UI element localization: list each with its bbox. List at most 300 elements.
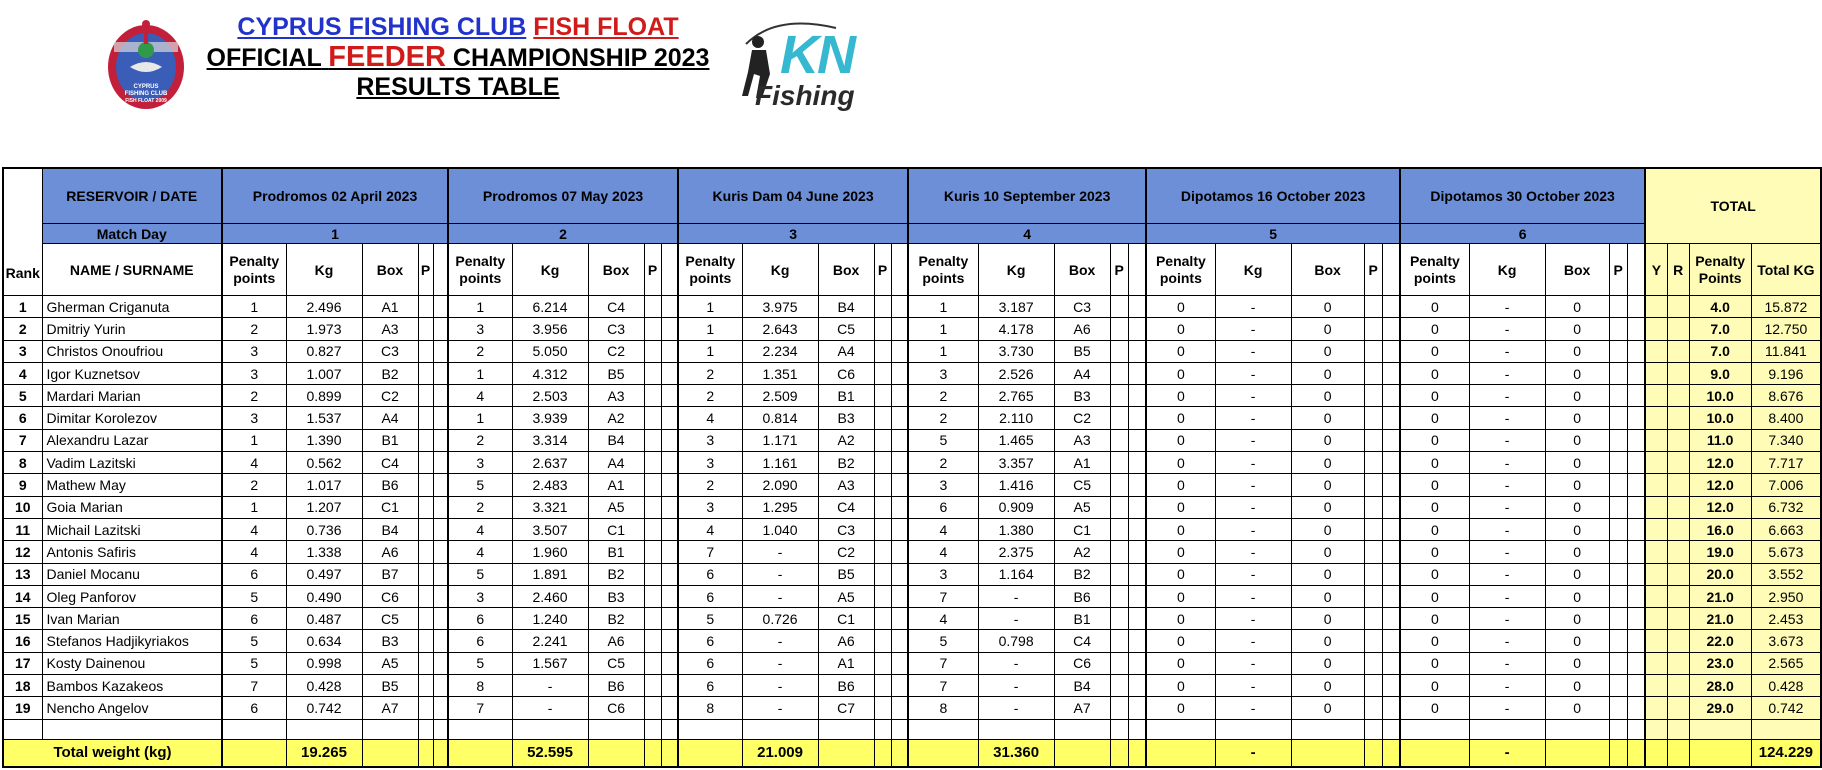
spacer-cell [1627,563,1645,585]
penalty-cell: 5 [222,585,286,607]
kg-cell: - [742,563,818,585]
spacer-cell [1627,340,1645,362]
p-cell [874,407,891,429]
p-header: P [1609,244,1627,296]
blank-cell [1110,719,1128,739]
total-spacer [588,739,644,767]
competitor-name: Michail Lazitski [42,518,222,540]
box-cell: B7 [362,563,418,585]
match-day-number-1: 1 [222,224,448,244]
kg-cell: 1.351 [742,362,818,384]
p-cell [1609,385,1627,407]
penalty-header: Penalty points [448,244,512,296]
p-cell [1110,518,1128,540]
match-header-6: Dipotamos 30 October 2023 [1400,168,1645,224]
p-cell [874,474,891,496]
competitor-name: Gherman Criganuta [42,296,222,318]
kg-cell: 1.164 [978,563,1054,585]
box-cell: A1 [362,296,418,318]
table-row [3,541,1821,563]
box-cell: B3 [362,630,418,652]
box-cell: A4 [588,452,644,474]
penalty-cell: 0 [1400,362,1469,384]
spacer-cell [1128,362,1146,384]
box-cell: 0 [1545,697,1609,719]
penalty-cell: 1 [678,340,742,362]
spacer-cell [1382,585,1400,607]
p-header: P [1364,244,1382,296]
kg-cell: 0.827 [286,340,362,362]
blank-cell [1054,719,1110,739]
table-row [3,362,1821,384]
penalty-cell: 1 [678,318,742,340]
spacer-cell [891,697,908,719]
y-cell [1645,585,1667,607]
spacer-cell [661,630,678,652]
box-cell: A1 [1054,452,1110,474]
penalty-cell: 7 [908,652,978,674]
kg-cell: 3.975 [742,296,818,318]
box-cell: B1 [818,385,874,407]
spacer-cell [891,541,908,563]
total-spacer [448,739,512,767]
blank-cell [1400,719,1469,739]
y-cell [1645,652,1667,674]
total-spacer [818,739,874,767]
kg-header: Kg [512,244,588,296]
championship-title [200,12,716,101]
kg-cell: 1.891 [512,563,588,585]
penalty-cell: 0 [1146,429,1215,451]
penalty-cell: 0 [1146,452,1215,474]
spacer-cell [1382,630,1400,652]
y-cell [1645,630,1667,652]
kg-cell: 3.507 [512,518,588,540]
spacer-cell [1382,496,1400,518]
kg-cell: 0.736 [286,518,362,540]
kg-cell: - [742,697,818,719]
totals-row [3,739,1821,767]
svg-text:FISH FLOAT 2009: FISH FLOAT 2009 [125,98,167,104]
kg-cell: - [1469,385,1545,407]
penalty-cell: 5 [678,608,742,630]
penalty-cell: 1 [222,429,286,451]
total-penalty-cell: 29.0 [1689,697,1751,719]
p-cell [874,362,891,384]
penalty-cell: 0 [1400,541,1469,563]
kg-cell: 3.956 [512,318,588,340]
p-cell [874,630,891,652]
box-cell: 0 [1545,318,1609,340]
spacer-cell [1382,474,1400,496]
kg-cell: - [1215,385,1291,407]
penalty-cell: 4 [908,608,978,630]
spacer-cell [1382,385,1400,407]
kg-cell: 0.634 [286,630,362,652]
kg-cell: 1.537 [286,407,362,429]
box-cell: A2 [588,407,644,429]
blank-cell [818,719,874,739]
penalty-cell: 2 [448,496,512,518]
penalty-cell: 0 [1400,474,1469,496]
spacer-cell [891,362,908,384]
blank-cell [742,719,818,739]
blank-cell [1215,719,1291,739]
match-day-number-3: 3 [678,224,908,244]
penalty-cell: 6 [678,563,742,585]
p-cell [418,385,433,407]
penalty-cell: 3 [448,585,512,607]
p-cell [418,496,433,518]
kg-cell: 2.110 [978,407,1054,429]
spacer-cell [1627,697,1645,719]
penalty-cell: 6 [908,496,978,518]
box-cell: 0 [1291,496,1364,518]
p-cell [1609,496,1627,518]
p-cell [1110,385,1128,407]
box-header: Box [818,244,874,296]
box-cell: 0 [1545,496,1609,518]
y-cell [1645,496,1667,518]
rank-cell: 3 [3,340,42,362]
penalty-cell: 4 [908,541,978,563]
kg-cell: - [1215,563,1291,585]
box-cell: A7 [1054,697,1110,719]
kg-cell: 0.428 [286,675,362,697]
box-cell: A6 [588,630,644,652]
kg-cell: - [1215,362,1291,384]
title-club: CYPRUS FISHING CLUB [237,13,527,41]
penalty-cell: 1 [222,496,286,518]
kg-cell: 0.814 [742,407,818,429]
spacer-cell [661,675,678,697]
penalty-cell: 5 [908,429,978,451]
penalty-cell: 3 [222,362,286,384]
spacer-cell [661,407,678,429]
spacer-cell [661,652,678,674]
table-row [3,385,1821,407]
penalty-cell: 4 [678,518,742,540]
penalty-cell: 0 [1146,296,1215,318]
rank-cell: 14 [3,585,42,607]
y-cell [1645,452,1667,474]
spacer-cell [891,429,908,451]
kg-cell: - [1469,675,1545,697]
total-kg-cell: 7.717 [1751,452,1821,474]
penalty-cell: 0 [1400,318,1469,340]
r-cell [1667,318,1689,340]
kg-cell: - [1469,452,1545,474]
penalty-cell: 0 [1400,340,1469,362]
p-cell [1609,697,1627,719]
box-header: Box [1291,244,1364,296]
competitor-name: Oleg Panforov [42,585,222,607]
rank-cell: 17 [3,652,42,674]
spacer-cell [661,429,678,451]
spacer-cell [1382,340,1400,362]
penalty-cell: 0 [1400,496,1469,518]
penalty-header: Penalty points [1146,244,1215,296]
spacer-cell [661,697,678,719]
table-row [3,407,1821,429]
p-cell [1364,340,1382,362]
kg-cell: 2.234 [742,340,818,362]
kg-cell: - [1469,697,1545,719]
p-cell [1364,318,1382,340]
penalty-cell: 0 [1146,518,1215,540]
total-penalty-cell: 28.0 [1689,675,1751,697]
kg-cell: 2.637 [512,452,588,474]
y-cell [1645,518,1667,540]
total-kg-cell: 15.872 [1751,296,1821,318]
penalty-cell: 6 [222,697,286,719]
total-spacer [222,739,286,767]
penalty-cell: 0 [1400,429,1469,451]
total-spacer [433,739,448,767]
total-kg-cell: 8.400 [1751,407,1821,429]
penalty-cell: 4 [448,385,512,407]
r-cell [1667,585,1689,607]
penalty-cell: 0 [1146,340,1215,362]
p-cell [418,630,433,652]
kg-cell: 1.007 [286,362,362,384]
p-cell [644,563,661,585]
penalty-cell: 3 [908,362,978,384]
p-cell [874,563,891,585]
box-cell: C6 [818,362,874,384]
penalty-cell: 0 [1146,630,1215,652]
blank-cell [588,719,644,739]
box-cell: B4 [818,296,874,318]
r-cell [1667,697,1689,719]
spacer-cell [1382,697,1400,719]
penalty-cell: 3 [448,452,512,474]
box-cell: 0 [1545,385,1609,407]
match-total-kg: 19.265 [286,739,362,767]
p-cell [1364,407,1382,429]
match-day-number-4: 4 [908,224,1146,244]
p-cell [644,385,661,407]
penalty-cell: 4 [678,407,742,429]
p-cell [874,318,891,340]
spacer-cell [1627,429,1645,451]
y-cell [1645,697,1667,719]
spacer-cell [1382,518,1400,540]
kg-cell: - [978,585,1054,607]
svg-text:FISHING CLUB: FISHING CLUB [124,91,168,97]
penalty-cell: 5 [448,474,512,496]
p-cell [874,296,891,318]
spacer-cell [433,362,448,384]
kg-cell: - [742,585,818,607]
penalty-cell: 0 [1146,585,1215,607]
blank-cell [1609,719,1627,739]
kg-cell: 3.187 [978,296,1054,318]
spacer-cell [1627,585,1645,607]
y-cell [1645,318,1667,340]
header-row-reservoir [3,168,1821,224]
penalty-cell: 0 [1400,407,1469,429]
kg-cell: 4.178 [978,318,1054,340]
kg-cell: 1.171 [742,429,818,451]
p-cell [1609,318,1627,340]
total-spacer [418,739,433,767]
kg-cell: - [1469,585,1545,607]
total-penalty-cell: 23.0 [1689,652,1751,674]
match-day-number-2: 2 [448,224,678,244]
p-cell [644,675,661,697]
rank-cell: 7 [3,429,42,451]
p-cell [418,518,433,540]
spacer-cell [433,630,448,652]
p-cell [874,452,891,474]
total-spacer [678,739,742,767]
spacer-cell [1128,452,1146,474]
box-cell: B3 [818,407,874,429]
penalty-cell: 0 [1400,296,1469,318]
box-header: Box [1545,244,1609,296]
kg-cell: - [1469,296,1545,318]
spacer-cell [433,675,448,697]
table-row [3,318,1821,340]
competitor-name: Antonis Safiris [42,541,222,563]
competitor-name: Goia Marian [42,496,222,518]
penalty-cell: 5 [222,630,286,652]
penalty-cell: 1 [908,318,978,340]
p-cell [418,541,433,563]
r-header: R [1667,244,1689,296]
kg-cell: 2.496 [286,296,362,318]
total-spacer [1146,739,1215,767]
penalty-cell: 0 [1146,675,1215,697]
total-spacer [1291,739,1364,767]
spacer-cell [1128,318,1146,340]
spacer-cell [1382,452,1400,474]
spacer-cell [891,652,908,674]
spacer-cell [1128,608,1146,630]
box-cell: B4 [362,518,418,540]
p-cell [1609,518,1627,540]
spacer-cell [1627,474,1645,496]
penalty-cell: 5 [222,652,286,674]
y-cell [1645,675,1667,697]
box-cell: 0 [1545,452,1609,474]
kg-cell: - [1215,429,1291,451]
spacer-cell [433,318,448,340]
match-total-kg: 21.009 [742,739,818,767]
total-penalty-cell: 20.0 [1689,563,1751,585]
name-header: NAME / SURNAME [42,244,222,296]
penalty-cell: 0 [1400,630,1469,652]
spacer-cell [1128,407,1146,429]
total-kg-cell: 2.950 [1751,585,1821,607]
p-cell [1110,630,1128,652]
p-cell [644,407,661,429]
total-kg-cell: 0.742 [1751,697,1821,719]
total-kg-cell: 3.673 [1751,630,1821,652]
spacer-cell [1627,362,1645,384]
penalty-header: Penalty points [678,244,742,296]
penalty-cell: 7 [222,675,286,697]
kg-cell: - [742,675,818,697]
spacer-cell [433,340,448,362]
box-cell: C2 [588,340,644,362]
p-cell [874,541,891,563]
y-cell [1645,474,1667,496]
penalty-cell: 7 [908,675,978,697]
box-cell: A2 [818,429,874,451]
kg-cell: - [1215,452,1291,474]
spacer-cell [433,296,448,318]
box-cell: B2 [588,608,644,630]
spacer-cell [1627,407,1645,429]
p-cell [644,296,661,318]
spacer-cell [433,407,448,429]
penalty-cell: 0 [1400,452,1469,474]
box-cell: C5 [818,318,874,340]
total-kg-cell: 6.732 [1751,496,1821,518]
penalty-cell: 3 [908,563,978,585]
kg-cell: - [742,652,818,674]
spacer-cell [891,407,908,429]
spacer-cell [1128,652,1146,674]
kg-cell: - [978,608,1054,630]
kg-cell: 0.562 [286,452,362,474]
kg-cell: - [1469,340,1545,362]
p-cell [1110,452,1128,474]
total-spacer [644,739,661,767]
p-cell [1609,675,1627,697]
p-cell [418,318,433,340]
box-cell: 0 [1545,518,1609,540]
r-cell [1667,563,1689,585]
p-cell [1110,340,1128,362]
p-cell [1364,474,1382,496]
penalty-cell: 0 [1146,697,1215,719]
blank-cell [1128,719,1146,739]
box-cell: 0 [1291,630,1364,652]
penalty-cell: 1 [448,296,512,318]
p-cell [418,340,433,362]
penalty-header: Penalty points [222,244,286,296]
kg-cell: 3.357 [978,452,1054,474]
box-cell: A5 [588,496,644,518]
spacer-cell [1382,296,1400,318]
club-logo [104,12,188,112]
total-penalty-cell: 12.0 [1689,474,1751,496]
box-cell: 0 [1545,407,1609,429]
p-cell [418,563,433,585]
match-day-label: Match Day [42,224,222,244]
spacer-cell [661,318,678,340]
y-cell [1645,385,1667,407]
p-cell [1609,474,1627,496]
spacer-cell [433,385,448,407]
p-cell [1364,429,1382,451]
kg-cell: - [1469,496,1545,518]
p-cell [874,652,891,674]
spacer-cell [1627,541,1645,563]
penalty-cell: 6 [448,608,512,630]
kg-cell: 1.240 [512,608,588,630]
competitor-name: Christos Onoufriou [42,340,222,362]
r-cell [1667,474,1689,496]
box-cell: A4 [818,340,874,362]
p-cell [874,585,891,607]
p-cell [1364,385,1382,407]
kg-cell: 3.321 [512,496,588,518]
total-spacer [1689,739,1751,767]
